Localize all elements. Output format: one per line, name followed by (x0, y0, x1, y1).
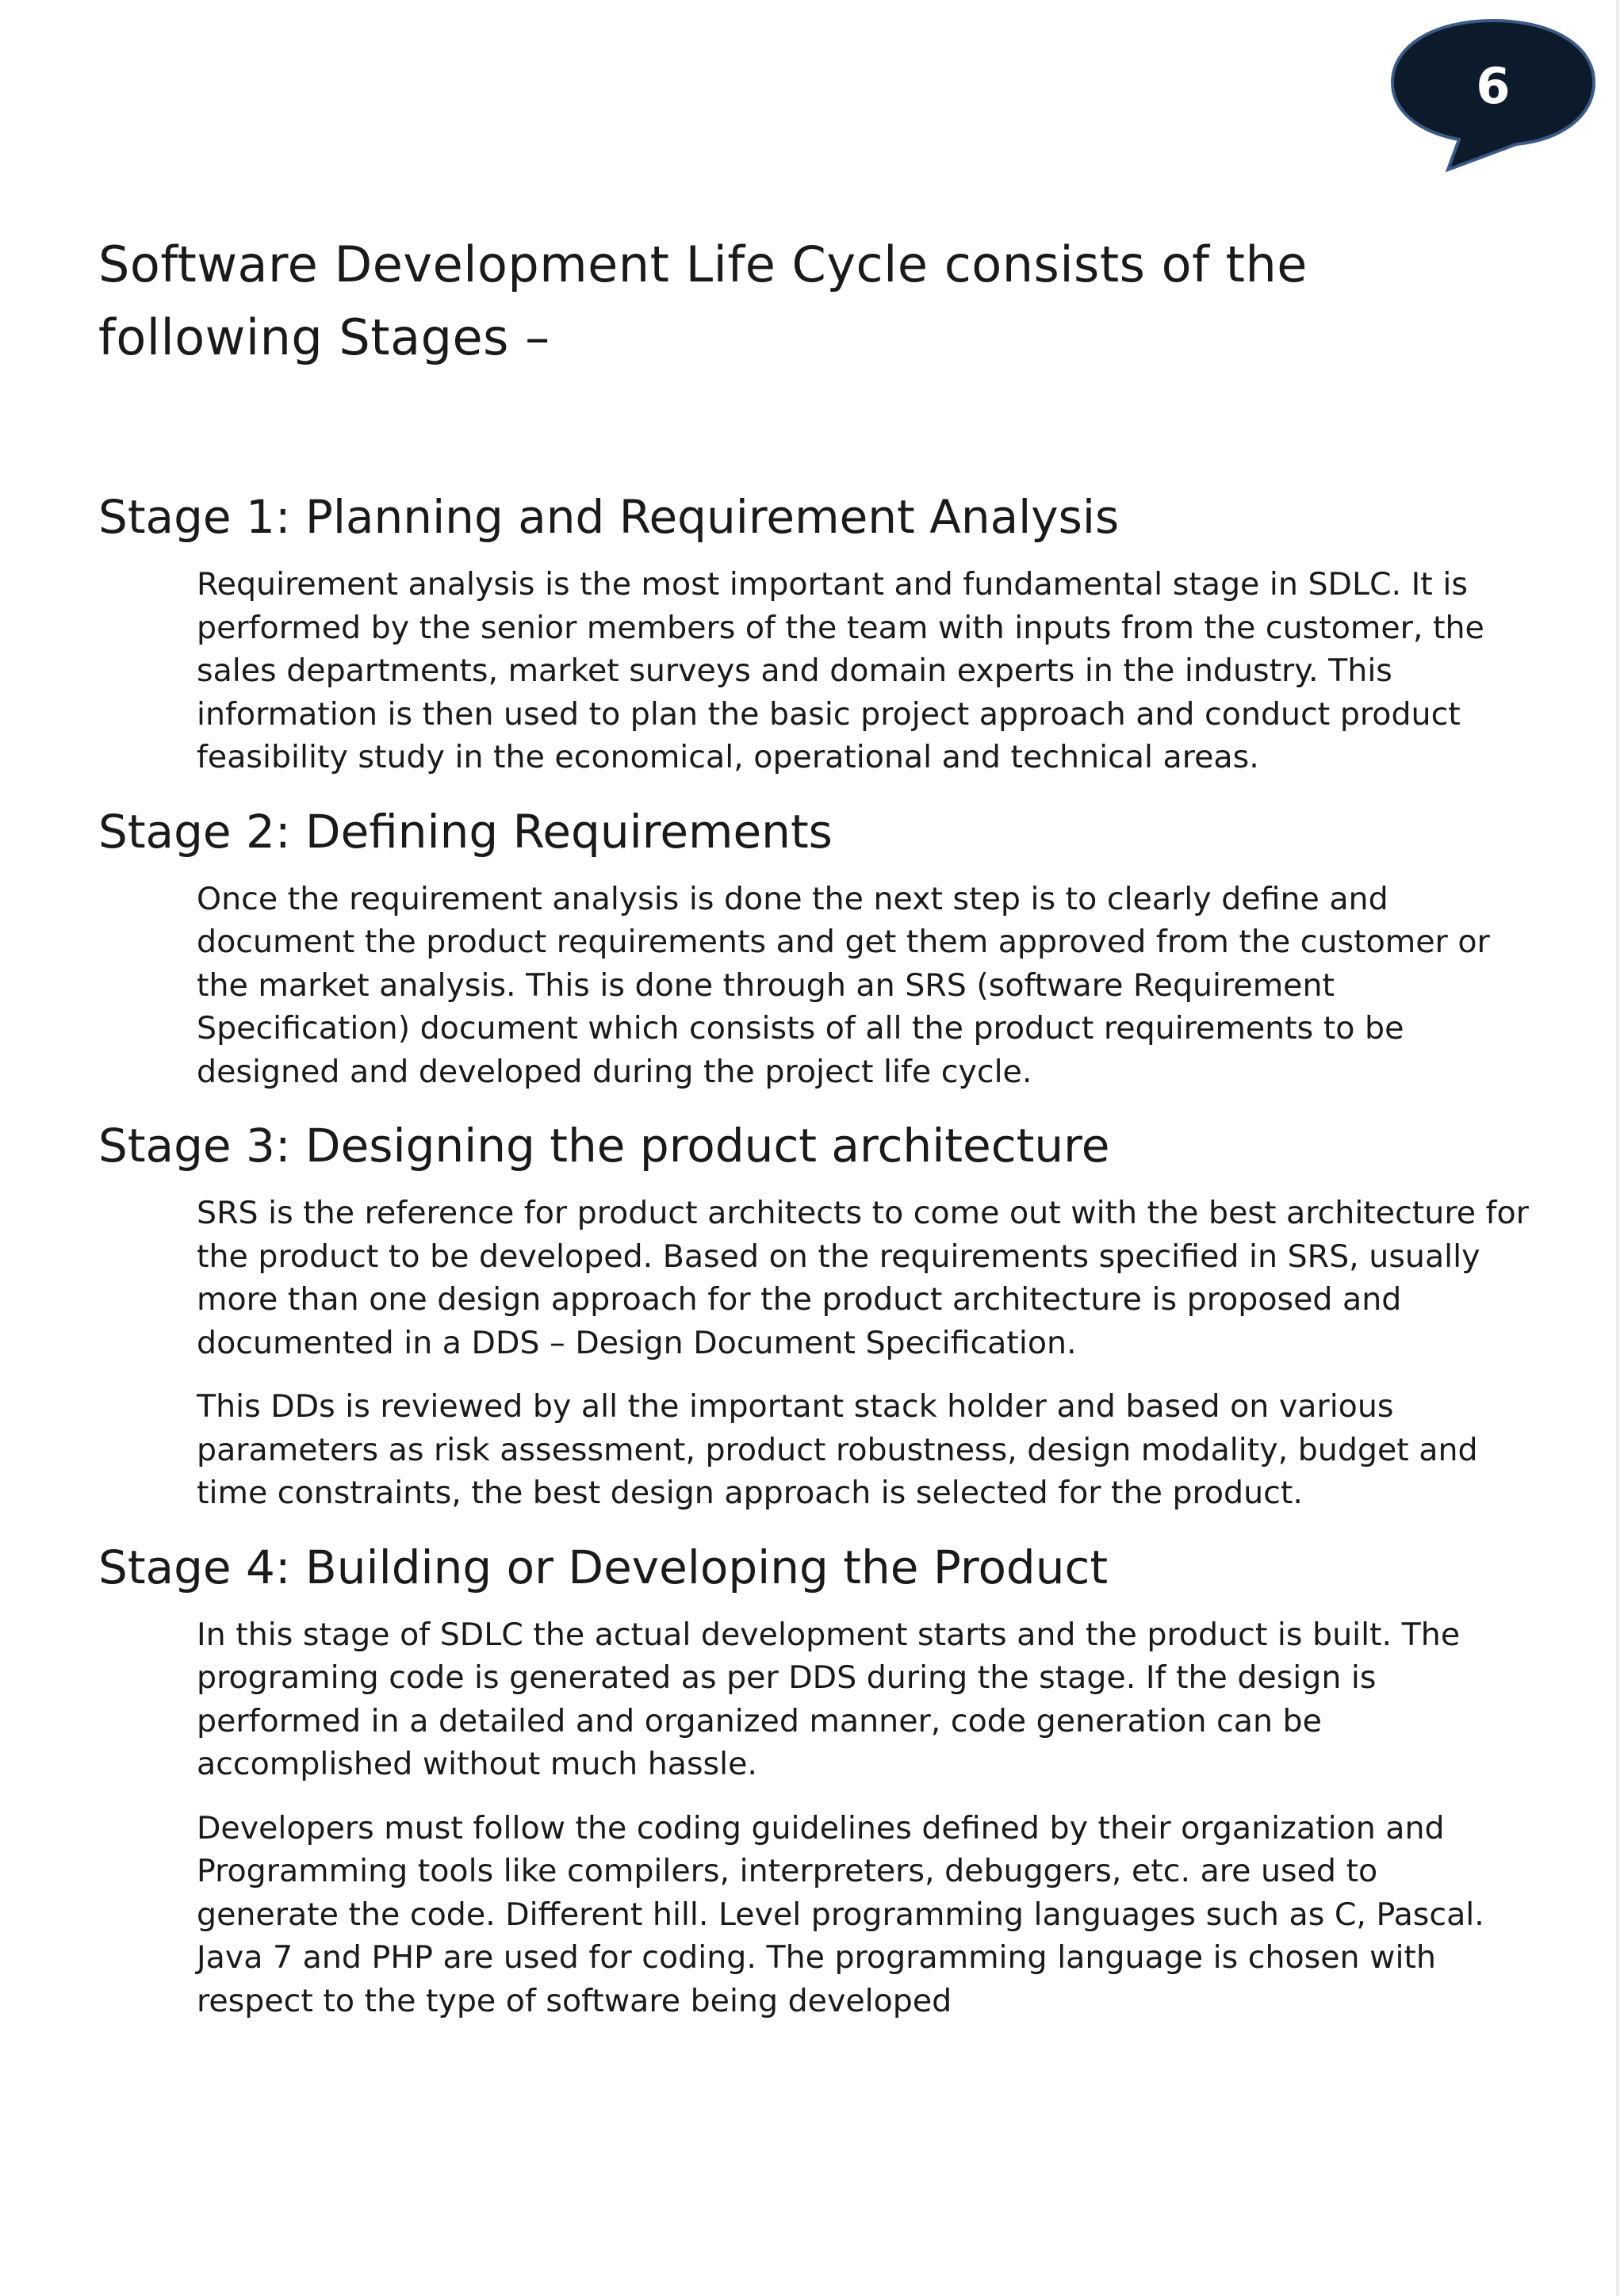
stage-section (98, 1114, 1529, 1515)
stage-paragraph: SRS is the reference for product architects to come out with the best architecture for the product to be developed. Based on the requirements specified in SRS, usually more than one design approach for the product architecture is proposed and documented in a DDS – Design Document Specification. (197, 1195, 1529, 1361)
stage-paragraph: Requirement analysis is the most important and fundamental stage in SDLC. It is performed by the senior members of the team with inputs from the customer, the sales departments, market surveys and domain experts in the industry. This information is then used to plan the basic project approach and conduct product feasibility study in the economical, operational and technical areas. (197, 566, 1484, 775)
stage-section (98, 800, 1526, 1094)
stage-heading: Stage 1: Planning and Requirement Analysis (98, 490, 1120, 544)
stage-paragraph: This DDs is reviewed by all the important stack holder and based on various parameters as risk assessment, product robustness, design modality, budget and time constraints, the best design approach is selected for the product. (197, 1388, 1478, 1511)
stage-paragraph: In this stage of SDLC the actual development starts and the product is built. The programing code is generated as per DDS during the stage. If the design is performed in a detailed and organized manner, code generation can be accomplished without much hassle. (197, 1616, 1461, 1782)
page-number-badge (1386, 14, 1600, 173)
stage-section (98, 485, 1526, 779)
page-number: 6 (1476, 57, 1511, 115)
stage-paragraph: Developers must follow the coding guidelines defined by their organization and Programming tools like compilers, interpreters, debuggers, etc. are used to generate the code. Different hill. Level programming languages such as C, Pascal. Java 7 and PHP are used for coding. The programming language is chosen with respect to the type of software being developed (197, 1809, 1484, 2019)
stage-paragraph: Once the requirement analysis is done the next step is to clearly define and document the product requirements and get them approved from the customer or the market analysis. This is done through an SRS (software Requirement Specification) document which consists of all the product requirements to be designed and developed during the project life cycle. (197, 880, 1490, 1090)
stage-heading: Stage 4: Building or Developing the Product (98, 1540, 1109, 1594)
stage-section (98, 1536, 1526, 2023)
stages-list (98, 485, 1529, 2022)
stage-heading: Stage 3: Designing the product architecture (98, 1119, 1110, 1173)
document-body (98, 228, 1529, 2043)
document-title: Software Development Life Cycle consists of the following Stages – (98, 235, 1308, 366)
page-edge (1616, 0, 1619, 2296)
stage-heading: Stage 2: Defining Requirements (98, 804, 833, 859)
